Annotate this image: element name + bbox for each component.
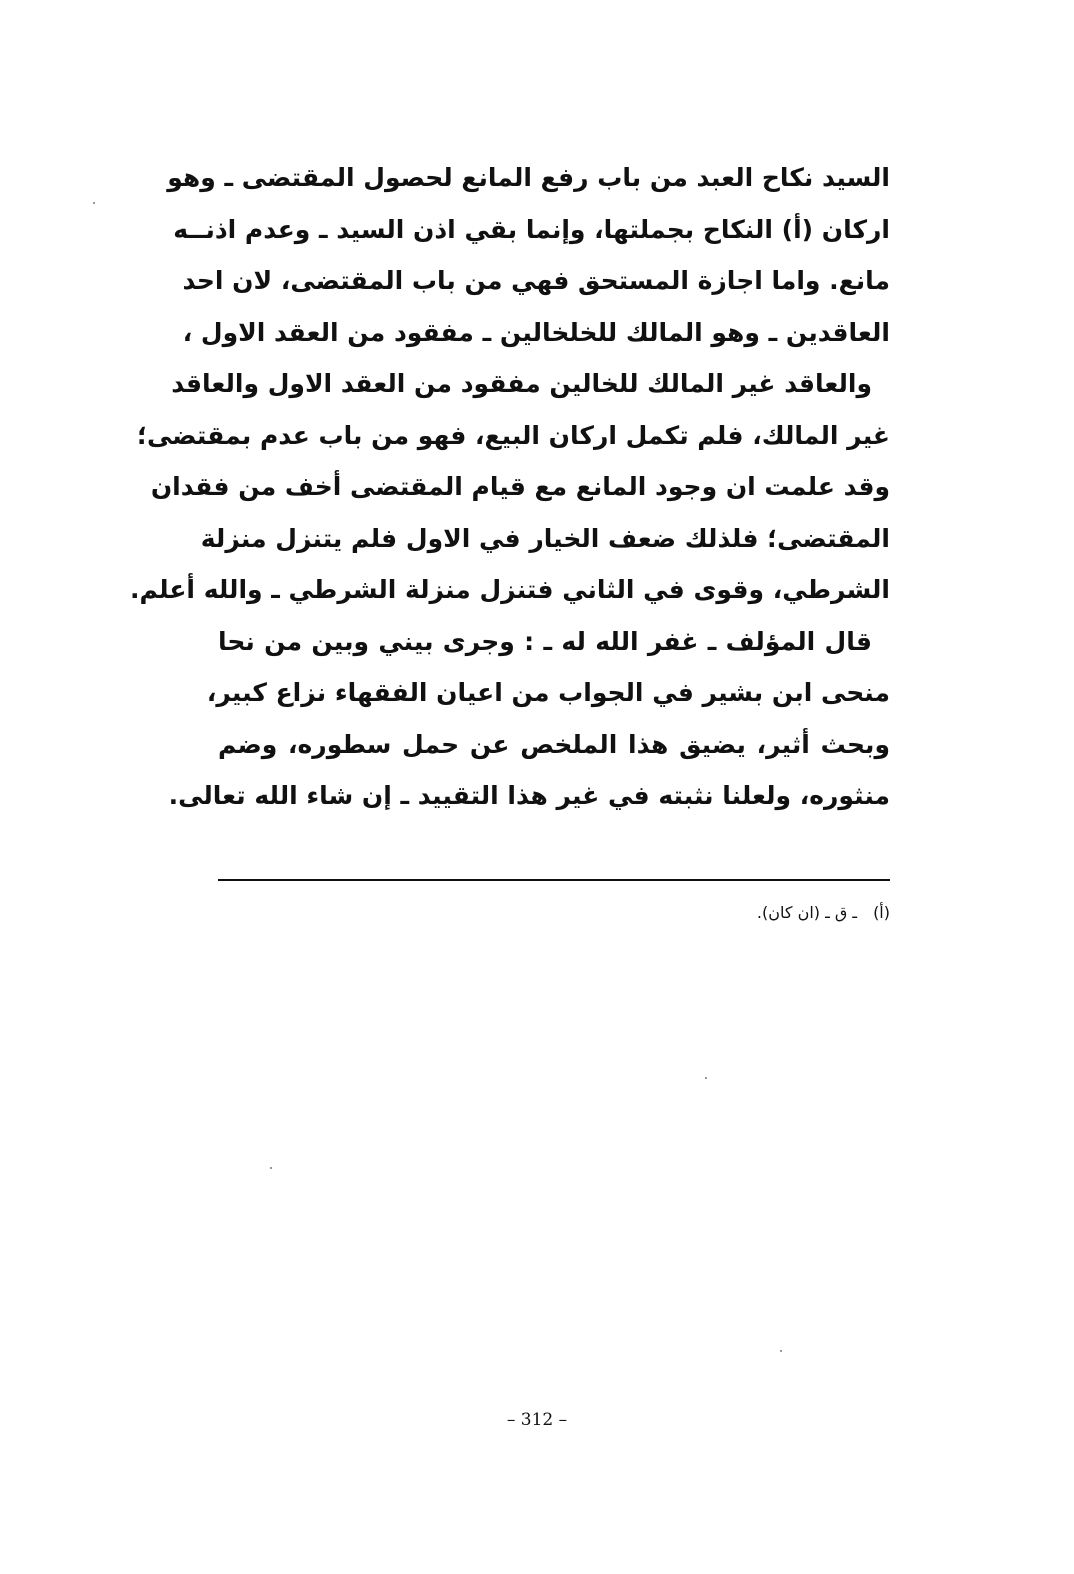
scan-speck	[270, 1167, 272, 1169]
text-line: قال المؤلف ـ غفر الله له ـ : وجرى بيني وبين من نحا	[218, 626, 872, 656]
scan-speck	[705, 1077, 707, 1079]
text-line: اركان (أ) النكاح بجملتها، وإنما بقي اذن السيد ـ وعدم اذنــه	[173, 214, 890, 244]
scan-speck	[93, 202, 95, 204]
footnote	[218, 900, 890, 926]
text-line: العاقدين ـ وهو المالك للخلخالين ـ مفقود من العقد الاول ،	[182, 317, 890, 347]
text-line: السيد نكاح العبد من باب رفع المانع لحصول المقتضى ـ وهو	[167, 163, 890, 192]
scan-speck	[780, 1350, 782, 1352]
text-line: منثوره، ولعلنا نثبته في غير هذا التقييد ـ إن شاء الله تعالى.	[168, 781, 890, 810]
footnote-separator	[218, 879, 890, 881]
text-line: والعاقد غير المالك للخالين مفقود من العقد الاول والعاقد	[171, 369, 872, 398]
page-number: – 312 –	[506, 1410, 568, 1430]
text-line: وقد علمت ان وجود المانع مع قيام المقتضى أخف من فقدان	[150, 472, 890, 501]
text-line: منحى ابن بشير في الجواب من اعيان الفقهاء نزاع كبير،	[206, 678, 890, 707]
text-line: وبحث أثير، يضيق هذا الملخص عن حمل سطوره، وضم	[218, 729, 890, 759]
footnote-marker: (أ)	[873, 903, 890, 922]
text-line: الشرطي، وقوى في الثاني فتنزل منزلة الشرطي ـ والله أعلم.	[130, 575, 890, 604]
text-line: مانع. واما اجازة المستحق فهي من باب المقتضى، لان احد	[182, 266, 890, 295]
text-line: المقتضى؛ فلذلك ضعف الخيار في الاول فلم يتنزل منزلة	[200, 523, 890, 553]
main-text	[130, 152, 890, 822]
text-line: غير المالك، فلم تكمل اركان البيع، فهو من باب عدم بمقتضى؛	[136, 420, 890, 450]
footnote-text: ـ ق ـ (ان كان).	[756, 903, 858, 922]
